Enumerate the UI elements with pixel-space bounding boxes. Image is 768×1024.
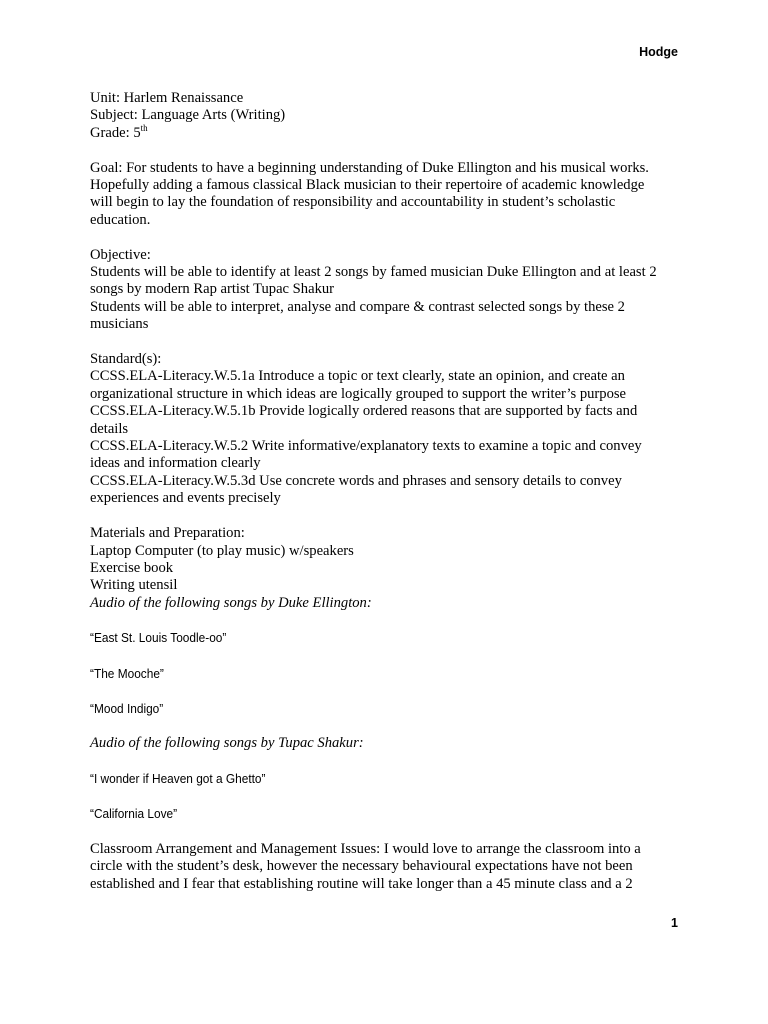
- standard-line: CCSS.ELA-Literacy.W.5.2 Write informative/explanatory texts to examine a topic and convey: [90, 438, 642, 455]
- ellington-songs-heading: Audio of the following songs by Duke Ellington:: [90, 594, 372, 611]
- ellington-song: “Mood Indigo”: [90, 700, 164, 716]
- materials-item: Exercise book: [90, 559, 174, 576]
- document-body: [90, 90, 690, 893]
- objective-line: Students will be able to interpret, analyse and compare & contrast selected songs by these 2: [90, 298, 625, 315]
- shakur-songs-heading: Audio of the following songs by Tupac Shakur:: [90, 735, 364, 752]
- ellington-song: “East St. Louis Toodle-oo”: [90, 630, 227, 646]
- shakur-song: “California Love”: [90, 806, 178, 822]
- classroom-line: established and I fear that establishing routine will take longer than a 45 minute class and a 2: [90, 875, 633, 892]
- objective-line: musicians: [90, 316, 149, 333]
- unit-line: Unit: Harlem Renaissance: [90, 90, 244, 106]
- goal-line: Hopefully adding a famous classical Black musician to their repertoire of academic knowledge: [90, 177, 645, 194]
- page-number: 1: [671, 916, 678, 930]
- objective-heading: Objective:: [90, 246, 151, 263]
- standard-line: CCSS.ELA-Literacy.W.5.3d Use concrete words and phrases and sensory details to convey: [90, 472, 622, 489]
- standards-section: [90, 351, 690, 508]
- standard-line: organizational structure in which ideas are logically grouped to support the writer’s purpose: [90, 385, 627, 402]
- objective-line: Students will be able to identify at least 2 songs by famed musician Duke Ellington and at least 2: [90, 264, 657, 281]
- standards-heading: Standard(s):: [90, 351, 162, 368]
- classroom-section: [90, 841, 690, 893]
- standard-line: details: [90, 420, 129, 437]
- materials-item: Writing utensil: [90, 577, 178, 594]
- goal-line: Goal: For students to have a beginning understanding of Duke Ellington and his musical works.: [90, 159, 649, 176]
- subject-line: Subject: Language Arts (Writing): [90, 107, 286, 124]
- materials-item: Laptop Computer (to play music) w/speakers: [90, 542, 354, 559]
- standard-line: experiences and events precisely: [90, 490, 281, 507]
- standard-line: CCSS.ELA-Literacy.W.5.1a Introduce a topic or text clearly, state an opinion, and create an: [90, 368, 625, 385]
- materials-section: [90, 525, 690, 823]
- ellington-song: “The Mooche”: [90, 665, 164, 681]
- goal-section: [90, 160, 690, 230]
- materials-heading: Materials and Preparation:: [90, 525, 245, 542]
- objective-section: [90, 247, 690, 334]
- goal-line: will begin to lay the foundation of responsibility and accountability in student’s scholastic: [90, 194, 616, 211]
- classroom-line: Classroom Arrangement and Management Issues: I would love to arrange the classroom into a: [90, 840, 641, 857]
- objective-line: songs by modern Rap artist Tupac Shakur: [90, 281, 335, 298]
- goal-line: education.: [90, 211, 151, 228]
- grade-superscript: th: [140, 122, 148, 133]
- header-author-name: Hodge: [639, 45, 678, 59]
- grade-text: Grade: 5: [90, 124, 141, 141]
- standard-line: CCSS.ELA-Literacy.W.5.1b Provide logically ordered reasons that are supported by facts and: [90, 403, 638, 420]
- shakur-song: “I wonder if Heaven got a Ghetto”: [90, 770, 266, 786]
- grade-line: [90, 122, 690, 142]
- classroom-line: circle with the student’s desk, however the necessary behavioural expectations have not been: [90, 858, 633, 875]
- standard-line: ideas and information clearly: [90, 455, 261, 472]
